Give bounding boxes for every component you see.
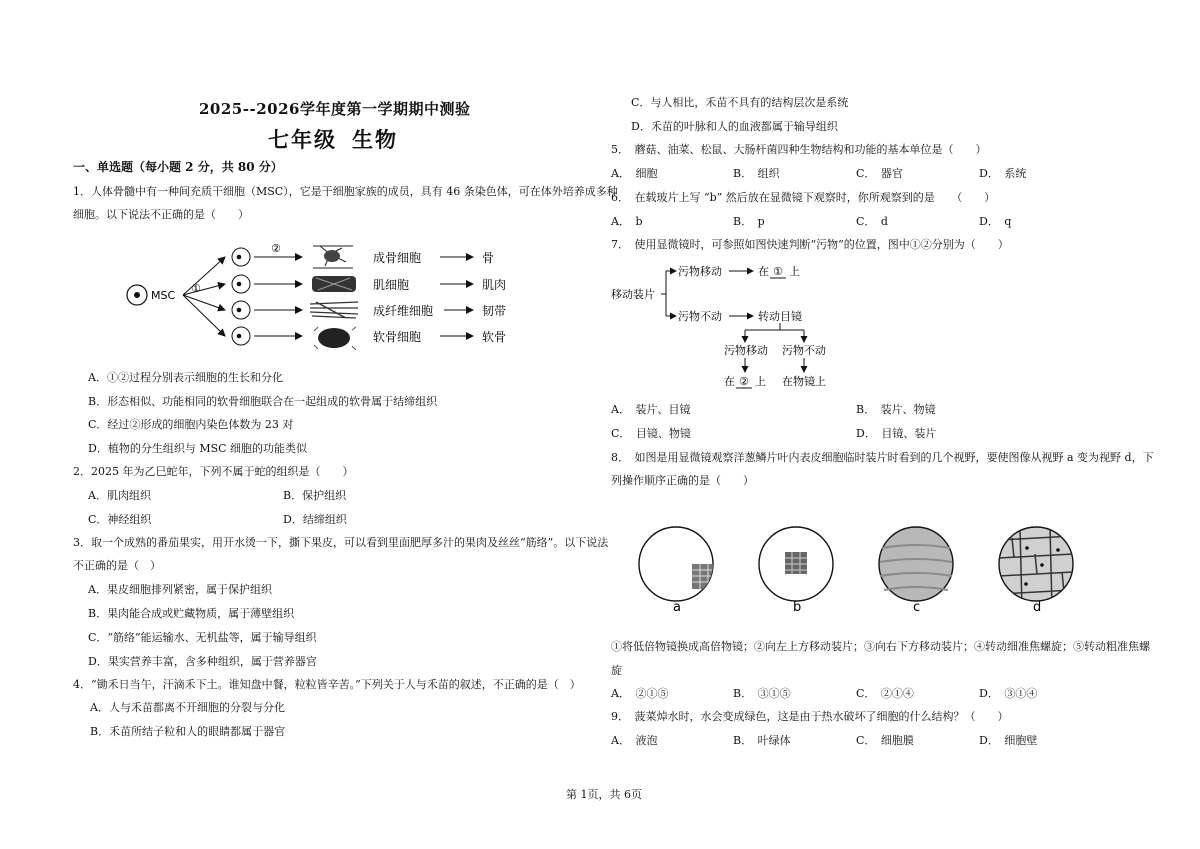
q6-option-b: B． p [733,215,765,228]
q4-option-c: C．与人相比，禾苗不具有的结构层次是系统 [631,96,849,109]
q7-option-b: B． 装片、物镜 [856,403,936,416]
field-d [999,527,1073,608]
q5-option-d: D． 系统 [979,167,1027,180]
q4-option-b: B．禾苗所结子粒和人的眼睛都属于器官 [90,725,286,738]
flow-on1-suffix: 上 [789,265,800,278]
fibroblast-image [310,302,358,318]
flow-circle1: ① [773,265,783,278]
osteoblast-image [310,242,356,272]
q8-steps-line1: ①将低倍物镜换成高倍物镜；②向左上方移动装片；③向右下方移动装片；④转动细准焦螺旋；⑤转动粗准焦螺 [611,640,1150,653]
product-ligament: 韧带 [482,304,507,318]
q9-option-a: A． 液泡 [611,734,658,747]
field-b-label: b [793,600,802,615]
flow-stays2: 污物不动 [782,344,826,357]
q7-option-a: A． 装片、目镜 [611,403,691,416]
field-b [759,527,833,601]
q6-option-d: D． q [979,215,1012,228]
q1-option-c: C．经过②形成的细胞内染色体数为 23 对 [88,418,294,431]
cell-name-muscle: 肌细胞 [373,278,410,292]
flow-on2: 在 [724,375,735,388]
q1-option-a: A．①②过程分别表示细胞的生长和分化 [88,371,283,384]
q3-option-b: B．果肉能合成或贮藏物质，属于薄壁组织 [88,607,295,620]
q4-option-a: A．人与禾苗都离不开细胞的分裂与分化 [90,701,285,714]
q8-option-c: C． ②①④ [856,687,914,700]
q1-option-d: D．植物的分生组织与 MSC 细胞的功能类似 [88,442,308,455]
q8-option-a: A． ②①⑤ [611,687,669,700]
q8-option-b: B． ③①⑤ [733,687,791,700]
q4-option-d: D．禾苗的叶脉和人的血液都属于输导组织 [631,120,838,133]
product-bone: 骨 [482,251,495,265]
msc-cell [127,285,147,305]
msc-label: MSC [151,289,176,302]
field-d-label: d [1033,600,1042,615]
q8-steps-line2: 旋 [611,664,622,677]
q3-option-a: A．果皮细胞排列紧密，属于保护组织 [88,583,272,596]
q2-option-c: C．神经组织 [88,513,152,526]
cell-name-fibroblast: 成纤维细胞 [373,304,434,318]
q8-stem-line1: 8． 如图是用显微镜观察洋葱鳞片叶内表皮细胞临时装片时看到的几个视野，要使图像从视野 a 变为视野 d，下 [611,451,1154,464]
flow-stays: 污物不动 [678,310,722,323]
q3-stem-line2: 不正确的是（ ） [73,559,161,572]
q1-stem-line1: 1．人体骨髓中有一种间充质干细胞（MSC），它是干细胞家族的成员，具有 46 条染色体，可在体外培养成多种 [73,185,618,198]
q6-option-a: A． b [611,215,643,228]
flow-objective: 在物镜上 [782,375,826,388]
q9-option-c: C． 细胞膜 [856,734,914,747]
flow-circle2: ② [739,375,749,388]
q2-option-d: D．结缔组织 [283,513,347,526]
q2-option-a: A．肌肉组织 [88,489,151,502]
subject-label: 生物 [352,127,398,152]
flow-moves: 污物移动 [678,265,722,278]
flow-turn-eyepiece: 转动目镜 [758,310,802,323]
q5-option-a: A． 细胞 [611,167,658,180]
q7-option-d: D． 目镜、装片 [856,427,937,440]
product-cartilage: 软骨 [482,330,507,344]
product-muscle: 肌肉 [482,278,507,292]
q5-option-b: B． 组织 [733,167,780,180]
q2-option-b: B．保护组织 [283,489,347,502]
q3-option-c: C．“筋络”能运输水、无机盐等，属于输导组织 [88,631,317,644]
step2-label: ② [271,242,281,255]
field-a-label: a [673,600,681,615]
q8-stem-line2: 列操作顺序正确的是（ ） [611,474,754,487]
q7-flowchart [608,258,838,394]
q5-option-c: C． 器官 [856,167,903,180]
q4-stem: 4．“锄禾日当午，汗滴禾下土。谁知盘中餐，粒粒皆辛苦。”下列关于人与禾苗的叙述，不正确的是（ ） [73,678,581,691]
grade-label: 七年级 [268,127,337,152]
q9-option-b: B． 叶绿体 [733,734,791,747]
cell-name-osteoblast: 成骨细胞 [373,251,422,265]
flow-root: 移动装片 [611,288,655,301]
muscle-cell-image [312,276,356,292]
q3-stem-line1: 3．取一个成熟的番茄果实，用开水烫一下，撕下果皮，可以看到里面肥厚多汁的果肉及丝丝“筋络”。以下说法 [73,536,609,549]
q1-msc-diagram [120,232,520,357]
daughter-cells [232,248,250,345]
q8-fields [630,518,1120,618]
q9-stem: 9． 菠菜焯水时，水会变成绿色，这是由于热水破坏了细胞的什么结构？（ ） [611,710,1009,723]
q6-option-c: C． d [856,215,888,228]
q1-option-b: B．形态相似、功能相同的软骨细胞联合在一起组成的软骨属于结缔组织 [88,395,438,408]
field-a [639,527,717,601]
q7-option-c: C． 目镜、物镜 [611,427,691,440]
q9-option-d: D． 细胞壁 [979,734,1038,747]
field-c-label: c [913,600,921,615]
q7-stem: 7． 使用显微镜时，可参照如图快速判断“污物”的位置，图中①②分别为（ ） [611,238,1009,251]
q1-stem-line2: 细胞。以下说法不正确的是（ ） [73,208,249,221]
flow-on2-suffix: 上 [755,375,766,388]
exam-title: 2025--2026学年度第一学期期中测验 [199,100,471,118]
page-number: 第 1页，共 6页 [566,788,642,801]
chondrocyte-image [314,327,356,350]
flow-moves2: 污物移动 [724,344,768,357]
cell-name-chondrocyte: 软骨细胞 [373,330,422,344]
field-c [879,527,953,601]
q8-option-d: D． ③①④ [979,687,1038,700]
q3-option-d: D．果实营养丰富，含多种组织，属于营养器官 [88,655,317,668]
q2-stem: 2．2025 年为乙巳蛇年，下列不属于蛇的组织是（ ） [73,465,354,478]
section-heading: 一、单选题（每小题 2 分，共 80 分） [73,160,283,174]
q6-stem: 6． 在载玻片上写 “b” 然后放在显微镜下观察时，你所观察到的是 （ ） [611,191,996,204]
q5-stem: 5． 蘑菇、油菜、松鼠、大肠杆菌四种生物结构和功能的基本单位是（ ） [611,143,987,156]
flow-on1: 在 [758,265,769,278]
step1-label: ① [191,282,201,295]
